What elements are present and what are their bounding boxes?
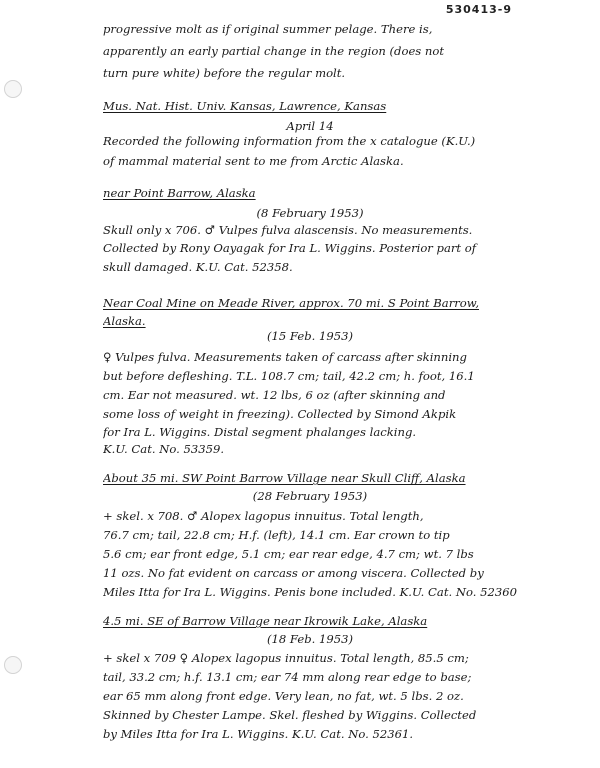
page-id: 530413-9	[445, 3, 512, 16]
record-line: skull damaged. K.U. Cat. 52358.	[103, 260, 293, 274]
record-line: Skinned by Chester Lampe. Skel. fleshed by Wiggins. Collected	[103, 708, 477, 722]
record-line: Miles Itta for Ira L. Wiggins. Penis bone included. K.U. Cat. No. 52360	[103, 585, 518, 599]
record-heading: Near Coal Mine on Meade River, approx. 70 mi. S Point Barrow,	[103, 296, 480, 310]
record-heading: Alaska.	[103, 314, 146, 328]
record-date: (8 February 1953)	[256, 206, 364, 220]
punch-hole	[4, 80, 22, 98]
record-line: 11 ozs. No fat evident on carcass or among viscera. Collected by	[103, 566, 484, 580]
record-date: (28 February 1953)	[252, 489, 368, 503]
record-line: + skel. x 708. ♂ Alopex lagopus innuitus. Total length,	[103, 509, 424, 523]
record-line: ear 65 mm along front edge. Very lean, no fat, wt. 5 lbs. 2 oz.	[103, 689, 464, 703]
record-line: tail, 33.2 cm; h.f. 13.1 cm; ear 74 mm along rear edge to base;	[103, 670, 472, 684]
intro-line: turn pure white) before the regular molt.	[103, 66, 346, 80]
record-line: + skel x 709 ♀ Alopex lagopus innuitus. Total length, 85.5 cm;	[103, 651, 469, 665]
record-line: by Miles Itta for Ira L. Wiggins. K.U. Cat. No. 52361.	[103, 727, 414, 741]
museum-line: Recorded the following information from the x catalogue (K.U.)	[103, 134, 476, 148]
record-line: Collected by Rony Oayagak for Ira L. Wiggins. Posterior part of	[103, 241, 477, 255]
record-line: 5.6 cm; ear front edge, 5.1 cm; ear rear edge, 4.7 cm; wt. 7 lbs	[103, 547, 474, 561]
record-line: K.U. Cat. No. 53359.	[103, 442, 225, 456]
intro-line: progressive molt as if original summer pelage. There is,	[103, 22, 433, 36]
record-heading: 4.5 mi. SE of Barrow Village near Ikrowik Lake, Alaska	[103, 614, 428, 628]
record-line: 76.7 cm; tail, 22.8 cm; H.f. (left), 14.1 cm. Ear crown to tip	[103, 528, 450, 542]
museum-date: April 14	[286, 119, 334, 133]
record-date: (18 Feb. 1953)	[266, 632, 354, 646]
record-line: but before defleshing. T.L. 108.7 cm; tail, 42.2 cm; h. foot, 16.1	[103, 369, 475, 383]
record-line: cm. Ear not measured. wt. 12 lbs, 6 oz (after skinning and	[103, 388, 446, 402]
intro-line: apparently an early partial change in the region (does not	[103, 44, 445, 58]
museum-line: of mammal material sent to me from Arctic Alaska.	[103, 154, 404, 168]
record-line: for Ira L. Wiggins. Distal segment phalanges lacking.	[103, 425, 417, 439]
record-date: (15 Feb. 1953)	[266, 329, 354, 343]
record-heading: About 35 mi. SW Point Barrow Village near Skull Cliff, Alaska	[103, 471, 466, 485]
record-line: Skull only x 706. ♂ Vulpes fulva alascensis. No measurements.	[103, 223, 473, 237]
museum-heading: Mus. Nat. Hist. Univ. Kansas, Lawrence, Kansas	[103, 99, 387, 113]
record-line: some loss of weight in freezing). Collected by Simond Akpik	[103, 407, 457, 421]
record-heading: near Point Barrow, Alaska	[103, 186, 256, 200]
punch-hole	[4, 656, 22, 674]
record-line: ♀ Vulpes fulva. Measurements taken of carcass after skinning	[103, 350, 467, 364]
